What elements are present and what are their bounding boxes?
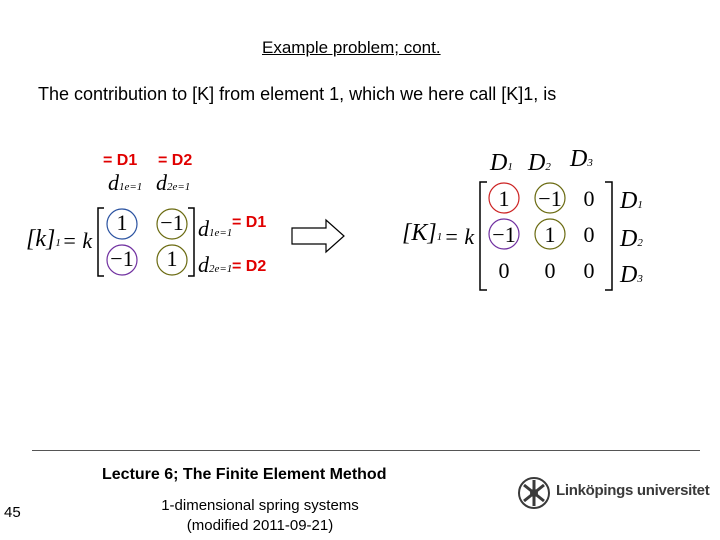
global-cell-33: 0 — [583, 258, 595, 283]
col-header-d2e: d2e=1 — [156, 170, 191, 195]
row-header-D3: D3 — [620, 262, 643, 288]
university-name: Linköpings universitet — [556, 482, 710, 499]
row-header-d1e: d1e=1 — [198, 216, 233, 241]
label-d2-top: = D2 — [158, 152, 193, 169]
small-cell-21: −1 — [110, 246, 134, 271]
footer-divider — [32, 450, 700, 451]
page-number: 45 — [4, 504, 21, 521]
eq-k: = k — [62, 228, 93, 253]
global-cell-13: 0 — [583, 186, 595, 211]
linkoping-university-logo-icon — [516, 476, 552, 510]
label-d2-right: = D2 — [232, 258, 267, 275]
label-d1-right: = D1 — [232, 214, 267, 231]
global-cell-21: −1 — [492, 222, 516, 247]
global-cell-23: 0 — [583, 222, 595, 247]
intro-text: The contribution to [K] from element 1, which we here call [K]1, is — [38, 84, 557, 104]
global-cell-32: 0 — [544, 258, 556, 283]
small-cell-11: 1 — [116, 210, 128, 235]
global-cell-31: 0 — [498, 258, 510, 283]
small-cell-12: −1 — [160, 210, 184, 235]
col-header-D2: D2 — [528, 150, 551, 176]
col-header-D1: D1 — [490, 150, 513, 176]
element-matrix-equation — [20, 170, 250, 290]
row-header-D2: D2 — [620, 226, 643, 252]
global-cell-11: 1 — [498, 186, 510, 211]
global-cell-22: 1 — [544, 222, 556, 247]
right-arrow-icon — [290, 218, 346, 254]
lecture-subtitle — [130, 496, 390, 536]
col-header-d1e: d1e=1 — [108, 170, 143, 195]
global-matrix-equation — [396, 146, 716, 300]
eq-k-global: = k — [444, 224, 475, 249]
lecture-title: Lecture 6; The Finite Element Method — [102, 466, 387, 483]
row-header-D1: D1 — [620, 188, 643, 214]
subtitle-line-1: 1-dimensional spring systems — [161, 497, 359, 514]
small-cell-22: 1 — [166, 246, 178, 271]
slide-title: Example problem; cont. — [262, 38, 441, 57]
subtitle-line-2: (modified 2011-09-21) — [186, 517, 334, 534]
label-d1-top: = D1 — [103, 152, 138, 169]
global-cell-12: −1 — [538, 186, 562, 211]
lhs-k: [k]1 — [26, 226, 61, 252]
col-header-D3: D3 — [570, 146, 593, 172]
row-header-d2e: d2e=1 — [198, 252, 233, 277]
lhs-K: [K]1 — [402, 220, 443, 246]
university-logo — [516, 476, 716, 510]
